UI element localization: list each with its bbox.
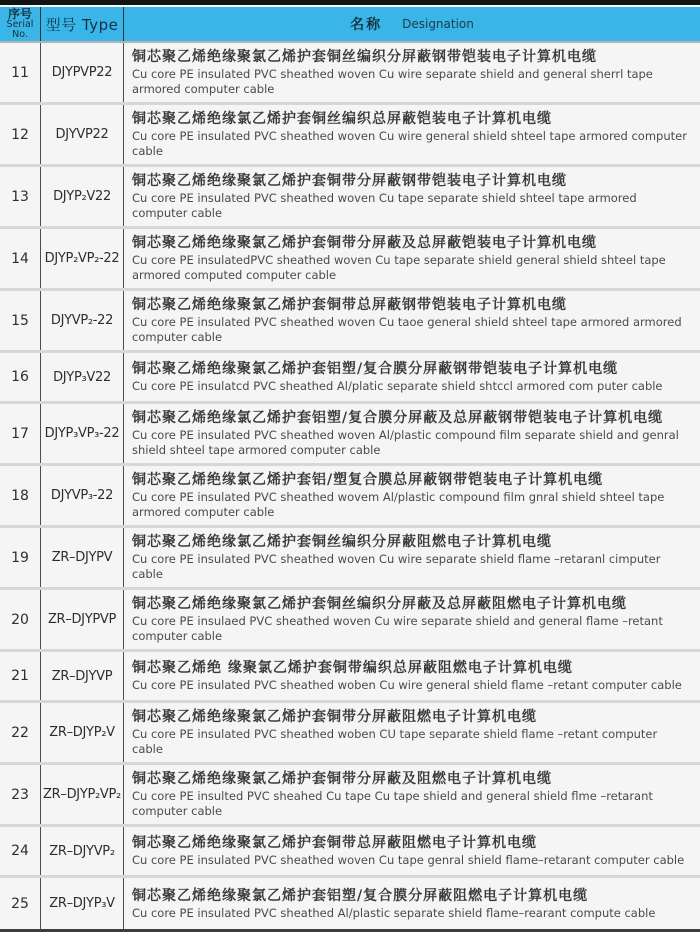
- type-code-cell: ZR–DJYPVP: [41, 590, 124, 649]
- designation-cell: [124, 652, 700, 700]
- designation-chinese: 铜芯聚乙烯绝缘聚氯乙烯护套铜带总屏蔽阻燃电子计算机电缆: [132, 835, 537, 851]
- table-row: [0, 105, 700, 167]
- serial-cell: 15: [0, 291, 41, 350]
- type-code-cell: DJYP₂V22: [41, 167, 124, 226]
- table-row: [0, 291, 700, 353]
- serial-cell: 14: [0, 229, 41, 288]
- header-designation: [124, 7, 700, 41]
- designation-cell: [124, 105, 700, 164]
- serial-cell: 23: [0, 765, 41, 824]
- designation-english: Cu core PE insulated PVC sheathed woven Al/plastic compound film separate shield and genral shield shteel tape armored computer cable: [132, 428, 679, 457]
- serial-cell: 18: [0, 466, 41, 525]
- type-code-cell: ZR–DJYP₃V: [41, 878, 124, 929]
- designation-cell: [124, 167, 700, 226]
- header-designation-zh: 名称: [350, 17, 383, 33]
- table-row: [0, 43, 700, 105]
- designation-cell: [124, 827, 700, 875]
- serial-cell: 16: [0, 353, 41, 401]
- designation-cell: [124, 466, 700, 525]
- header-serial-no: [0, 7, 41, 41]
- table-body: [0, 43, 700, 929]
- type-code-cell: DJYP₂VP₂-22: [41, 229, 124, 288]
- table-row: [0, 765, 700, 827]
- designation-english: Cu core PE insulated PVC sheathed woven Cu taoe general shield shteel tape armored armored computer cable: [132, 315, 682, 344]
- designation-english: Cu core PE insulated PVC sheathed Al/plastic separate shield flame–rearant compute cable: [132, 905, 656, 920]
- designation-english: Cu core PE insulaed PVC sheathed woven Cu wire separate shield and general flame –retant computer cable: [132, 614, 663, 643]
- designation-english: Cu core PE insulated PVC sheathed woven Cu tape separate shield shteel tape armored computer cable: [132, 191, 637, 220]
- designation-chinese: 铜芯聚乙烯绝缘聚氯乙烯护套铝塑/复合膜分屏蔽阻燃电子计算机电缆: [132, 887, 589, 904]
- designation-cell: [124, 878, 700, 929]
- type-code-cell: ZR–DJYPV: [41, 528, 124, 587]
- type-code-cell: DJYVP22: [41, 105, 124, 164]
- designation-cell: [124, 43, 700, 102]
- designation-english: Cu core PE insulated PVC sheathed woven Cu wire general shield shteel tape armored computer cable: [132, 129, 687, 158]
- type-code-cell: ZR–DJYVP: [41, 652, 124, 700]
- table-row: [0, 353, 700, 404]
- serial-cell: 20: [0, 590, 41, 649]
- type-code-cell: DJYVP₂-22: [41, 291, 124, 350]
- type-code-cell: DJYP₃VP₃-22: [41, 404, 124, 463]
- designation-chinese: 铜芯聚乙烯绝缘聚氯乙烯护套铜丝编织分屏蔽钢带铠装电子计算机电缆: [132, 49, 597, 65]
- designation-english: Cu core PE insulated PVC sheathed wovem Al/plastic compound film gnral shield shteel tape armored computer cable: [132, 490, 665, 519]
- serial-cell: 19: [0, 528, 41, 587]
- header-serial-zh: 序号: [7, 6, 32, 21]
- serial-cell: 24: [0, 827, 41, 875]
- serial-cell: 22: [0, 703, 41, 762]
- serial-cell: 21: [0, 652, 41, 700]
- type-code-cell: ZR–DJYP₂VP₂: [41, 765, 124, 824]
- designation-chinese: 铜芯聚乙烯绝缘聚氯乙烯护套铜带分屏蔽钢带铠装电子计算机电缆: [132, 173, 567, 189]
- header-type-label: 型号 Type: [45, 15, 119, 34]
- table-row: [0, 652, 700, 703]
- serial-cell: 17: [0, 404, 41, 463]
- designation-chinese: 铜芯聚乙烯绝缘氯乙烯护套铝塑/复合膜分屏蔽及总屏蔽钢带铠装电子计算机电缆: [132, 410, 664, 426]
- designation-chinese: 铜芯聚乙烯绝缘氯乙烯护套铝/塑复合膜总屏蔽钢带铠装电子计算机电缆: [132, 472, 604, 488]
- serial-cell: 12: [0, 105, 41, 164]
- table-row: [0, 590, 700, 652]
- type-code-cell: DJYPVP22: [41, 43, 124, 102]
- designation-chinese: 铜芯聚乙烯绝缘聚氯乙烯护套铝塑/复合膜分屏蔽钢带铠装电子计算机电缆: [132, 361, 619, 377]
- designation-cell: [124, 353, 700, 401]
- designation-chinese: 铜芯聚乙烯绝缘聚氯乙烯护套铜丝编织分屏蔽及总屏蔽阻燃电子计算机电缆: [132, 596, 627, 612]
- serial-cell: 13: [0, 167, 41, 226]
- designation-english: Cu core PE insulatedPVC sheathed woven Cu tape separate shield general shield shteel tape armored computed computer cable: [132, 253, 666, 282]
- designation-english: Cu core PE insulated PVC sheathed woven Cu tape genral shield flame–retarant computer cable: [132, 853, 685, 867]
- designation-cell: [124, 291, 700, 350]
- type-code-cell: ZR–DJYP₂V: [41, 703, 124, 762]
- table-row: [0, 167, 700, 229]
- designation-chinese: 铜芯聚乙烯绝缘聚氯乙烯护套铜带分屏蔽阻燃电子计算机电缆: [132, 709, 537, 725]
- designation-english: Cu core PE insulated PVC sheathed woven Cu wire separate shield and general sherrl tape armored computer cable: [132, 67, 653, 96]
- table-row: [0, 528, 700, 590]
- table-row: [0, 703, 700, 765]
- type-code-cell: ZR–DJYVP₂: [41, 827, 124, 875]
- designation-english: Cu core PE insulted PVC sheahed Cu tape Cu tape shield and general shield flme –retarant computer cable: [132, 789, 653, 818]
- designation-chinese: 铜芯聚乙烯绝缘聚氯乙烯护套铜带总屏蔽钢带铠装电子计算机电缆: [132, 297, 567, 313]
- designation-chinese: 铜芯聚乙烯绝缘氯乙烯护套铜丝编织分屏蔽阻燃电子计算机电缆: [132, 534, 552, 550]
- type-code-cell: DJYP₃V22: [41, 353, 124, 401]
- designation-cell: [124, 590, 700, 649]
- designation-english: Cu core PE insulated PVC sheathed woven Cu wire separate shield flame –retaranl cimputer cable: [132, 552, 661, 581]
- serial-cell: 11: [0, 43, 41, 102]
- table-row: [0, 466, 700, 528]
- designation-chinese: 铜芯聚乙烯绝缘聚氯乙烯护套铜带分屏蔽及总屏蔽铠装电子计算机电缆: [132, 235, 597, 251]
- table-row: [0, 404, 700, 466]
- designation-cell: [124, 765, 700, 824]
- designation-english: Cu core PE insulatcd PVC sheathed Al/platic separate shield shtccl armored com puter cable: [132, 379, 663, 393]
- designation-chinese: 铜芯聚乙烯绝缘氯乙烯护套铜丝编织总屏蔽铠装电子计算机电缆: [132, 111, 552, 127]
- table-header-row: [0, 7, 700, 43]
- serial-cell: 25: [0, 878, 41, 929]
- designation-english: Cu core PE insulated PVC sheathed woben CU tape separate shield flame –retant computer cable: [132, 727, 658, 756]
- designation-cell: [124, 229, 700, 288]
- designation-english: Cu core PE insulated PVC sheathed woben Cu wire general shield flame –retant computer cable: [132, 678, 682, 692]
- designation-cell: [124, 404, 700, 463]
- table-row: [0, 229, 700, 291]
- designation-chinese: 铜芯聚乙烯绝缘聚氯乙烯护套铜带分屏蔽及阻燃电子计算机电缆: [132, 771, 552, 787]
- designation-cell: [124, 528, 700, 587]
- table-row: [0, 827, 700, 878]
- header-designation-en: Designation: [402, 17, 474, 31]
- designation-chinese: 铜芯聚乙烯绝 缘聚氯乙烯护套铜带编织总屏蔽阻燃电子计算机电缆: [132, 660, 573, 676]
- designation-cell: [124, 703, 700, 762]
- header-serial-en2: No.: [12, 29, 28, 41]
- header-serial-en1: Serial: [6, 19, 34, 31]
- type-code-cell: DJYVP₃-22: [41, 466, 124, 525]
- table-row: [0, 878, 700, 929]
- header-type: [41, 7, 124, 41]
